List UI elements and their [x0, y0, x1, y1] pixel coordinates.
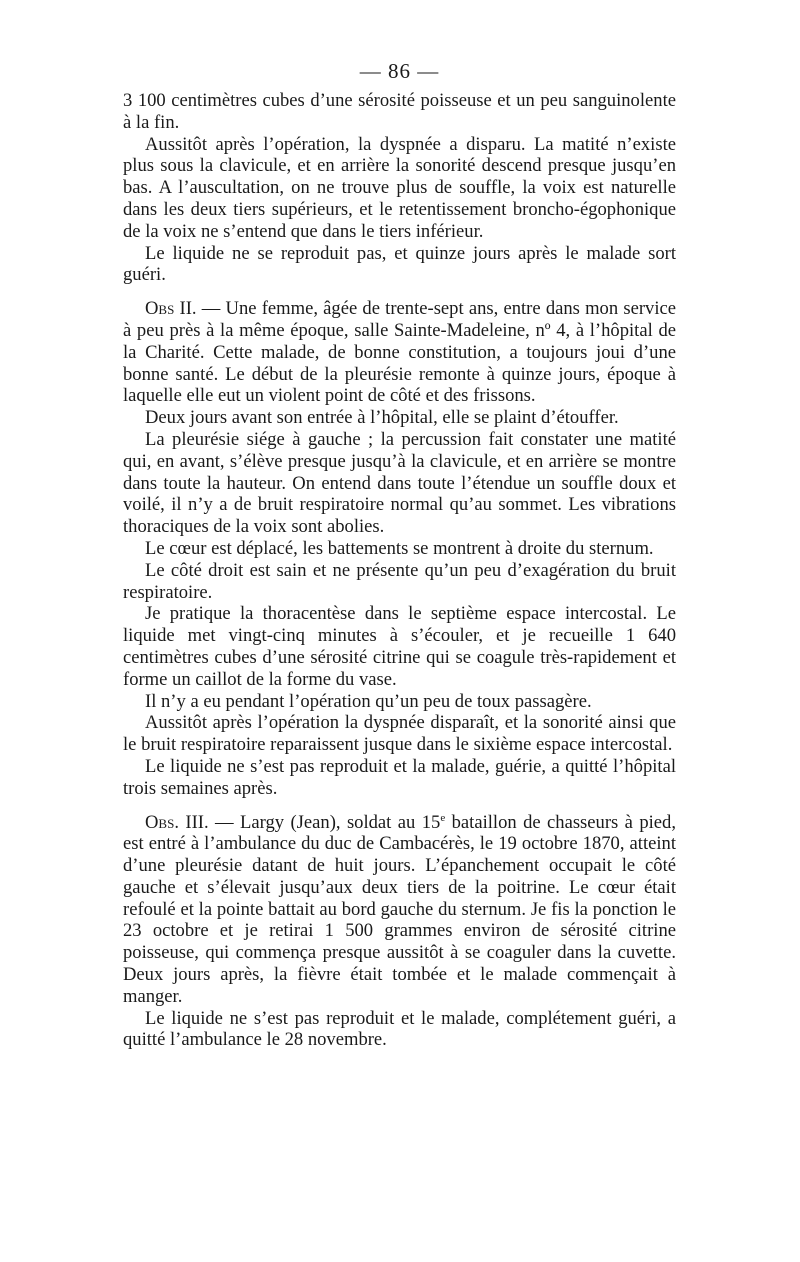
observation-3-paragraph — [123, 812, 676, 1008]
paragraph: Le liquide ne se reproduit pas, et quinze jours après le malade sort guéri. — [123, 242, 676, 286]
page-body — [123, 90, 676, 1051]
paragraph: Il n’y a eu pendant l’opération qu’un peu de toux passagère. — [145, 690, 592, 712]
paragraph: Deux jours avant son entrée à l’hôpital, elle se plaint d’étouffer. — [145, 407, 619, 429]
observation-2-paragraph — [123, 298, 676, 407]
paragraph: Le liquide ne s’est pas reproduit et la malade, guérie, a quitté l’hôpital trois semaines après. — [123, 755, 676, 799]
page-number: — 86 — — [359, 59, 440, 83]
paragraph: Le liquide ne s’est pas reproduit et le malade, complétement guéri, a quitté l’ambulance le 28 novembre. — [123, 1007, 676, 1051]
paragraph: Je pratique la thoracentèse dans le septième espace intercostal. Le liquide met vingt-cinq minutes à s’écouler, et je recueille 1 640 centimètres cubes d’une sérosité citrine qui se coagule très-rapidement et forme un caillot de la forme du vase. — [123, 603, 676, 690]
observation-label: Obs. III. — [145, 811, 209, 833]
book-page — [123, 58, 676, 1051]
ordinal-superscript: e — [440, 811, 446, 824]
paragraph: La pleurésie siége à gauche ; la percussion fait constater une matité qui, en avant, s’élève presque jusqu’à la clavicule, et en arrière se montre dans toute la hauteur. On entend dans toute l’étendue un souffle doux et voilé, il n’y a de bruit respiratoire normal qu’au sommet. Les vibrations thoraciques de la voix sont abolies. — [123, 428, 676, 538]
observation-text: — Une femme, âgée de trente-sept ans, entre dans mon service à peu près à la même époque, salle Sainte-Madeleine, nº 4, à l’hôpital de la Charité. Cette malade, de bonne constitution, a toujours joui d’une bonne santé. Le début de la pleurésie remonte à quinze jours, époque à laquelle elle eut un violent point de côté et des frissons. — [123, 298, 676, 407]
observation-text-part: — Largy (Jean), soldat au 15 — [208, 811, 441, 833]
paragraph: Aussitôt après l’opération la dyspnée disparaît, et la sonorité ainsi que le bruit respiratoire reparaissent jusque dans le sixième espace intercostal. — [123, 712, 676, 756]
observation-text-part: bataillon de chasseurs à pied, est entré à l’ambulance du duc de Cambacérès, le 19 octobre 1870, atteint d’une pleurésie datant de huit jours. L’épanchement occupait le côté gauche et s’élevait jusqu’aux deux tiers de la poitrine. Le cœur était refoulé et la pointe battait au bord gauche du sternum. Je fis la ponction le 23 octobre et je retirai 1 500 grammes environ de sérosité citrine poisseuse, qui commença presque aussitôt à se coaguler dans la cuvette. Deux jours après, la fièvre était tombée et le malade commençait à manger. — [123, 811, 676, 1007]
observation-label: Obs II. — [145, 298, 197, 320]
paragraph: Le cœur est déplacé, les battements se montrent à droite du sternum. — [145, 537, 654, 559]
paragraph: Le côté droit est sain et ne présente qu’un peu d’exagération du bruit respiratoire. — [123, 559, 676, 603]
paragraph: Aussitôt après l’opération, la dyspnée a disparu. La matité n’existe plus sous la clavicule, et en arrière la sonorité descend presque jusqu’en bas. A l’auscultation, on ne trouve plus de souffle, la voix est naturelle dans les deux tiers supérieurs, et le retentissement broncho-égophonique de la voix ne s’entend que dans le tiers inférieur. — [123, 133, 676, 242]
paragraph-continuation: 3 100 centimètres cubes d’une sérosité poisseuse et un peu sanguinolente à la fin. — [123, 90, 676, 133]
